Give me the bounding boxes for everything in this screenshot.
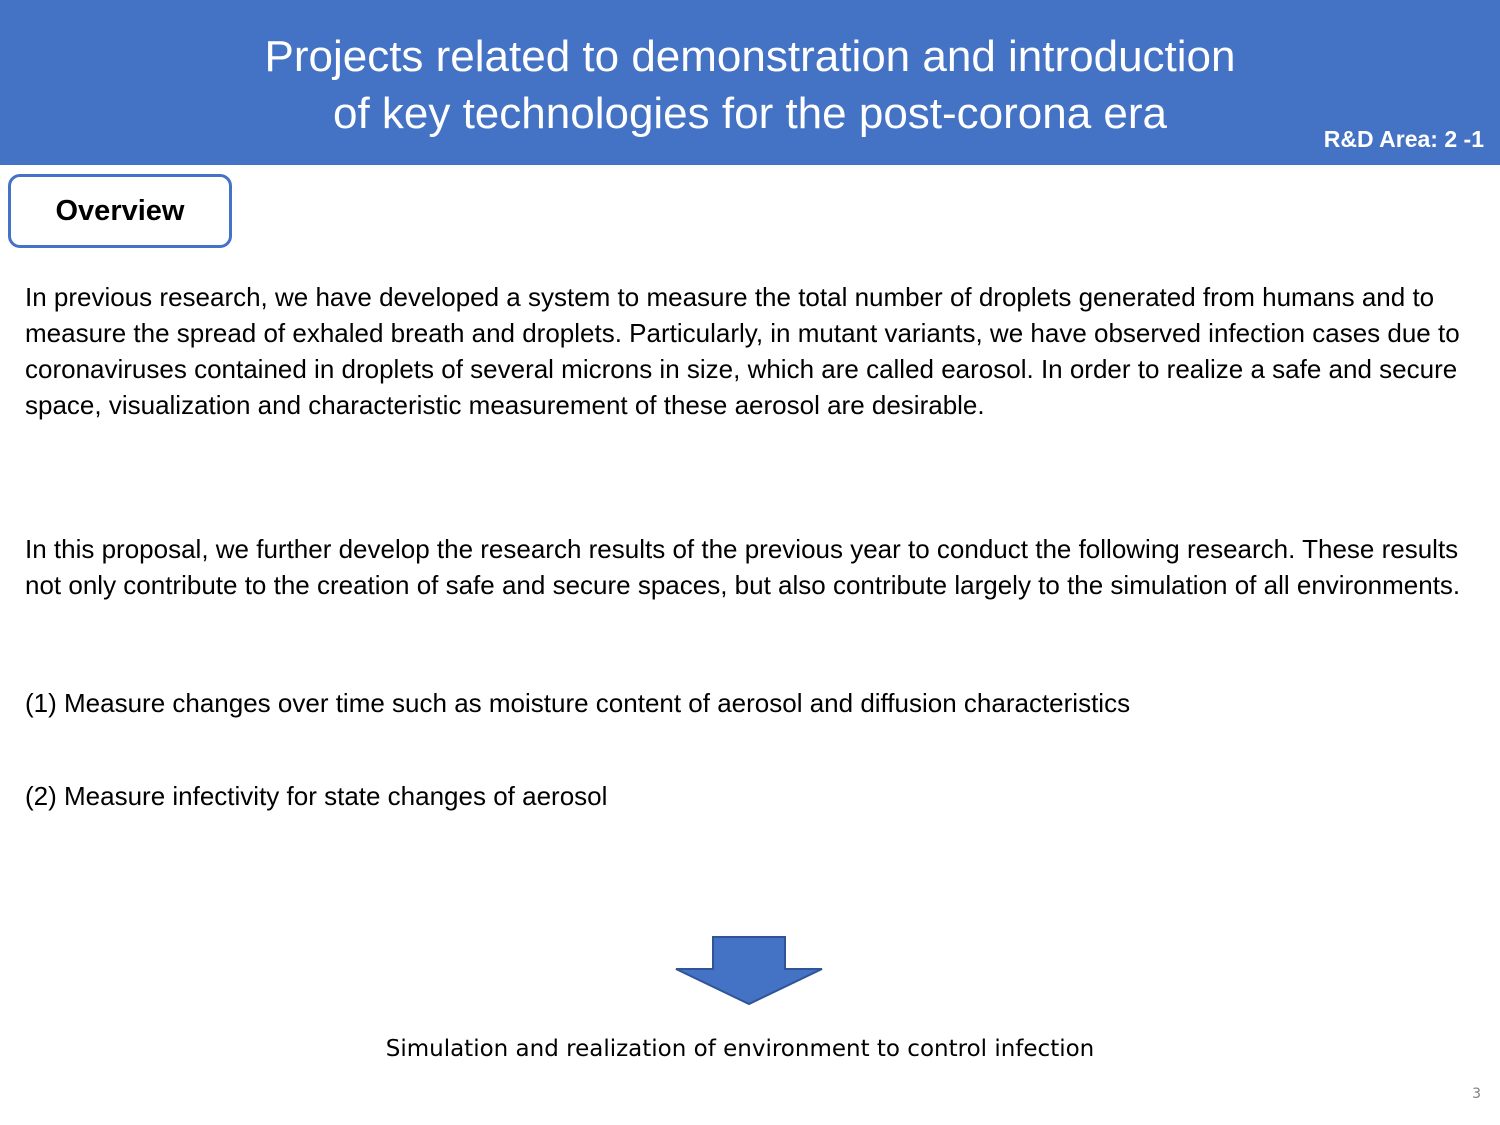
- page-title: [0, 28, 1500, 142]
- header-banner: [0, 0, 1500, 165]
- paragraph-proposal: In this proposal, we further develop the research results of the previous year to conduct the following research. These results not only contribute to the creation of safe and secure spaces, but also contribute largely to the simulation of all environments.: [25, 534, 1461, 600]
- page-number: 3: [1472, 1086, 1481, 1102]
- list-item-1: (1) Measure changes over time such as moisture content of aerosol and diffusion characteristics: [25, 688, 1131, 718]
- title-line-1: Projects related to demonstration and introduction: [264, 32, 1236, 81]
- paragraph-previous-research: In previous research, we have developed a system to measure the total number of droplets generated from humans and to measure the spread of exhaled breath and droplets. Particularly, in mutant variants, we have observed infection cases due to coronaviruses contained in droplets of several microns in size, which are called earosol. In order to realize a safe and secure space, visualization and characteristic measurement of these aerosol are desirable.: [25, 282, 1460, 420]
- title-line-2: of key technologies for the post-corona era: [332, 89, 1168, 138]
- down-arrow-icon: [674, 936, 824, 1006]
- overview-label: Overview: [55, 194, 185, 227]
- rd-area-label: R&D Area: 2 -1: [1323, 126, 1484, 152]
- conclusion-text: Simulation and realization of environment to control infection: [385, 1036, 1095, 1062]
- overview-heading-box: [8, 174, 232, 248]
- list-item-2: (2) Measure infectivity for state changes of aerosol: [25, 781, 608, 811]
